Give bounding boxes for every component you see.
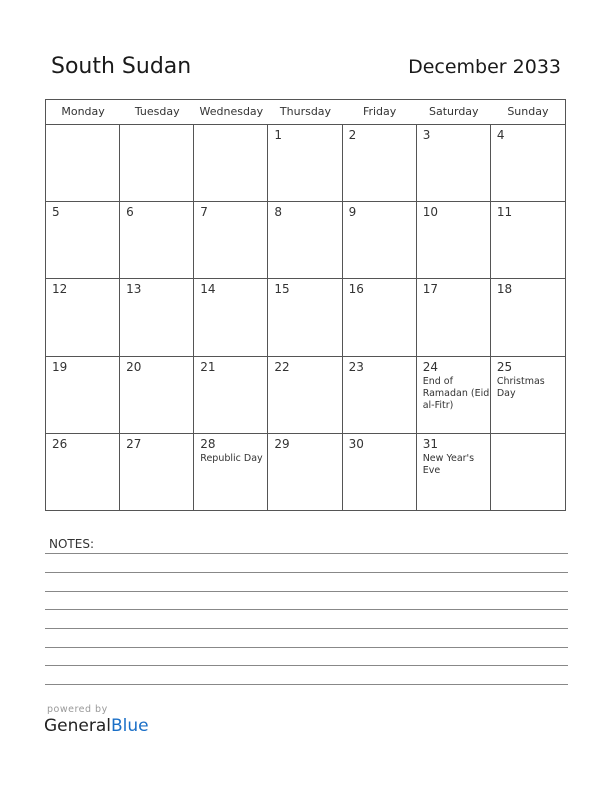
- day-number: 14: [200, 282, 216, 297]
- day-cell: [46, 202, 120, 279]
- day-cell: [268, 125, 342, 202]
- day-number: 24: [422, 359, 438, 374]
- day-number: 21: [200, 359, 216, 374]
- calendar-grid: [45, 99, 566, 511]
- day-cell: [46, 357, 120, 434]
- holiday-label: Republic Day: [200, 452, 263, 464]
- day-number: 10: [422, 205, 438, 220]
- notes-line: [45, 684, 568, 685]
- day-number: 12: [52, 282, 68, 297]
- day-cell: [343, 357, 417, 434]
- day-number: 30: [348, 436, 364, 451]
- weekday-header: Sunday: [507, 105, 549, 118]
- day-cell: [194, 357, 268, 434]
- day-cell: [194, 125, 268, 202]
- notes-line: [45, 609, 568, 610]
- day-cell: [417, 279, 491, 356]
- day-cell: [343, 202, 417, 279]
- day-number: 16: [348, 282, 364, 297]
- notes-line: [45, 647, 568, 648]
- day-cell: [268, 357, 342, 434]
- brand-blue: Blue: [111, 716, 149, 736]
- weekday-header: Monday: [61, 105, 105, 118]
- day-number: 6: [126, 205, 134, 220]
- day-cell: [491, 125, 565, 202]
- day-number: 15: [274, 282, 290, 297]
- day-number: 18: [496, 282, 513, 297]
- notes-line: [45, 591, 568, 592]
- brand-general: General: [44, 716, 111, 736]
- weekday-header: Friday: [362, 105, 397, 118]
- powered-by-text: powered by: [47, 704, 108, 715]
- day-cell: [120, 125, 194, 202]
- day-number: 9: [348, 205, 357, 220]
- day-cell: [491, 357, 565, 434]
- day-number: 5: [52, 205, 60, 220]
- day-number: 17: [422, 282, 438, 297]
- day-number: 11: [496, 205, 513, 220]
- day-cell: [120, 279, 194, 356]
- notes-label: NOTES:: [49, 537, 94, 551]
- day-number: 26: [52, 436, 68, 451]
- notes-line: [45, 665, 568, 666]
- day-number: 22: [274, 359, 290, 374]
- day-cell: [417, 357, 491, 434]
- day-cell: [491, 434, 565, 511]
- day-cell: [194, 202, 268, 279]
- weekday-header-row: [46, 100, 565, 125]
- notes-line: [45, 628, 568, 629]
- day-cell: [120, 202, 194, 279]
- day-cell: [46, 434, 120, 511]
- day-number: 8: [274, 205, 283, 220]
- day-cell: [120, 357, 194, 434]
- day-cell: [491, 202, 565, 279]
- holiday-label: End of Ramadan (Eid al-Fitr): [422, 375, 490, 411]
- day-cell: [491, 279, 565, 356]
- day-cells: [46, 125, 565, 511]
- day-cell: [343, 434, 417, 511]
- day-cell: [343, 125, 417, 202]
- day-cell: [194, 279, 268, 356]
- notes-line: [45, 553, 568, 554]
- day-number: 29: [274, 436, 290, 451]
- holiday-label: Christmas Day: [496, 375, 545, 399]
- day-cell: [268, 434, 342, 511]
- day-number: 2: [348, 128, 357, 142]
- day-cell: [268, 279, 342, 356]
- day-cell: [120, 434, 194, 511]
- day-cell: [417, 202, 491, 279]
- day-number: 1: [274, 128, 283, 142]
- brand-logo: [44, 716, 149, 736]
- day-number: 13: [126, 282, 142, 297]
- weekday-header: Thursday: [279, 105, 332, 118]
- day-cell: [268, 202, 342, 279]
- day-number: 7: [200, 205, 208, 220]
- weekday-header: Saturday: [428, 105, 479, 118]
- country-title: South Sudan: [51, 54, 192, 79]
- day-number: 27: [126, 436, 142, 451]
- day-cell: [417, 125, 491, 202]
- day-number: 3: [422, 128, 431, 142]
- day-cell: [417, 434, 491, 511]
- day-number: 4: [496, 128, 505, 142]
- day-number: 31: [422, 436, 438, 451]
- day-cell: [343, 279, 417, 356]
- day-number: 25: [496, 359, 513, 374]
- day-cell: [46, 125, 120, 202]
- holiday-label: New Year's Eve: [422, 452, 475, 476]
- weekday-header: Tuesday: [134, 105, 180, 118]
- weekday-header: Wednesday: [199, 105, 264, 118]
- day-number: 23: [348, 359, 364, 374]
- day-number: 19: [52, 359, 68, 374]
- month-title: December 2033: [408, 56, 561, 78]
- notes-line: [45, 572, 568, 573]
- day-cell: [46, 279, 120, 356]
- day-number: 28: [200, 436, 216, 451]
- day-cell: [194, 434, 268, 511]
- day-number: 20: [126, 359, 142, 374]
